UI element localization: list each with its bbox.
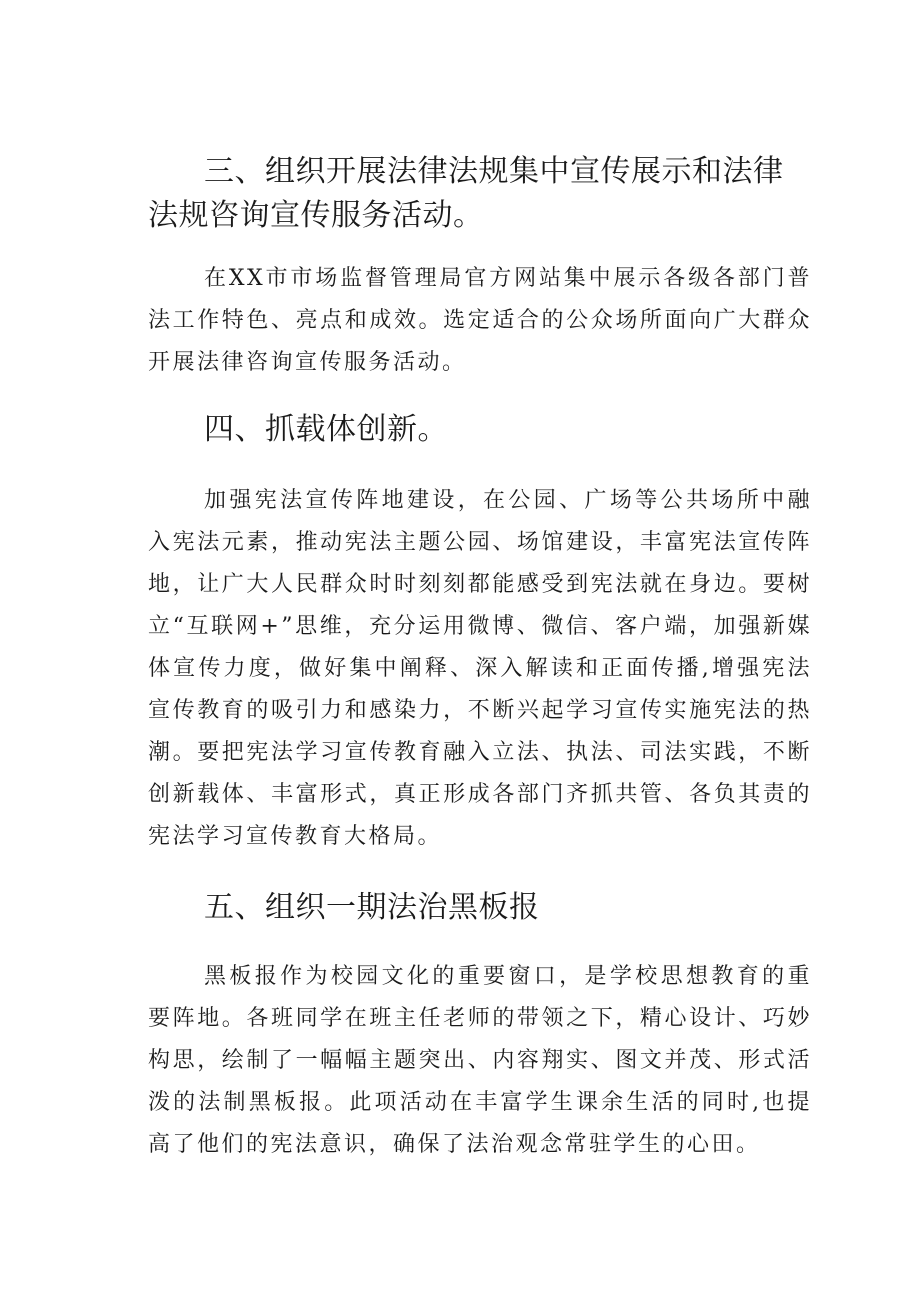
section-heading-5: 五、组织一期法治黑板报	[204, 890, 540, 925]
document-body	[148, 150, 812, 1166]
section-heading-4: 四、抓载体创新。	[204, 412, 448, 447]
section-paragraph-5: 黑板报作为校园文化的重要窗口，是学校思想教育的重要阵地。各班同学在班主任老师的带领之下，精心设计、巧妙构思，绘制了一幅幅主题突出、内容翔实、图文并茂、形式活泼的法制黑板报。此项活动在丰富学生课余生活的同时,也提高了他们的宪法意识，确保了法治观念常驻学生的心田。	[148, 964, 812, 1157]
section-paragraph-4: 加强宪法宣传阵地建设，在公园、广场等公共场所中融入宪法元素，推动宪法主题公园、场馆建设，丰富宪法宣传阵地，让广大人民群众时时刻刻都能感受到宪法就在身边。要树立“互联网+”思维，充分运用微博、微信、客户端，加强新媒体宣传力度，做好集中阐释、深入解读和正面传播,增强宪法宣传教育的吸引力和感染力，不断兴起学习宣传实施宪法的热潮。要把宪法学习宣传教育融入立法、执法、司法实践，不断创新载体、丰富形式，真正形成各部门齐抓共管、各负其责的宪法学习宣传教育大格局。	[148, 488, 812, 849]
section-heading-3: 三、组织开展法律法规集中宣传展示和法律法规咨询宣传服务活动。	[148, 154, 784, 233]
section-paragraph-3: 在XX市市场监督管理局官方网站集中展示各级各部门普法工作特色、亮点和成效。选定适合的公众场所面向广大群众开展法律咨询宣传服务活动。	[148, 266, 812, 375]
